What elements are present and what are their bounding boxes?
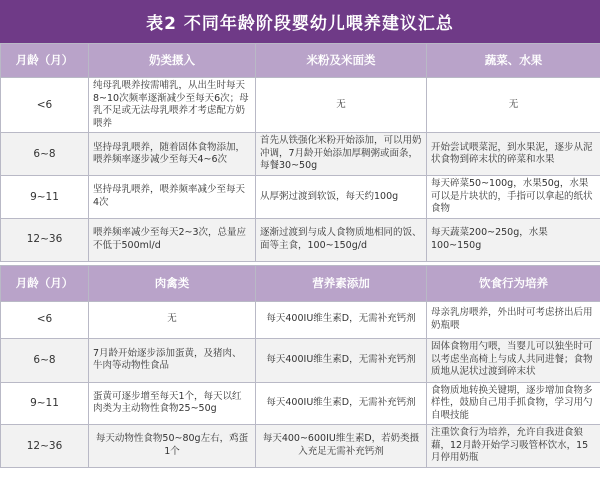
table-cell-nutrient: 每天400IU维生素D，无需补充钙剂	[256, 382, 427, 425]
header-nutrient: 营养素添加	[256, 265, 427, 301]
feeding-table-2	[0, 265, 600, 468]
table-cell-behavior: 固体食物用勺喂，当婴儿可以独坐时可以考虑坐高椅上与成人共同进餐；食物质地从泥状过渡到碎末状	[427, 338, 600, 382]
table-cell-veg-fruit: 每天碎菜50~100g，水果50g，水果可以是片块状的，手指可以拿起的纸状食物	[427, 176, 600, 219]
header-cereal: 米粉及米面类	[256, 44, 427, 78]
table-cell-veg-fruit: 每天蔬菜200~250g，水果100~150g	[427, 218, 600, 261]
table-cell-nutrient: 每天400~600IU维生素D，若奶类摄入充足无需补充钙剂	[256, 425, 427, 468]
table-cell-meat: 无	[89, 301, 256, 338]
header-veg-fruit: 蔬菜、水果	[427, 44, 600, 78]
header-age: 月龄（月）	[1, 44, 89, 78]
table-cell-milk: 坚持母乳喂养，随着固体食物添加，喂养频率逐步减少至每天4~6次	[89, 133, 256, 176]
table-cell-age: 12~36	[1, 218, 89, 261]
table-cell-cereal: 从厚粥过渡到软饭，每天约100g	[256, 176, 427, 219]
table-cell-meat: 每天动物性食物50~80g左右，鸡蛋1个	[89, 425, 256, 468]
table-cell-age: 6~8	[1, 133, 89, 176]
table-cell-cereal: 逐渐过渡到与成人食物质地相同的饭、面等主食，100~150g/d	[256, 218, 427, 261]
table-cell-cereal: 无	[256, 78, 427, 133]
page-title: 表2 不同年龄阶段婴幼儿喂养建议汇总	[0, 0, 600, 43]
table-cell-age: 9~11	[1, 176, 89, 219]
table-cell-nutrient: 每天400IU维生素D，无需补充钙剂	[256, 338, 427, 382]
table-cell-age: 12~36	[1, 425, 89, 468]
table-cell-behavior: 食物质地转换关键期，逐步增加食物多样性，鼓励自己用手抓食物，学习用勺自喂技能	[427, 382, 600, 425]
table-cell-veg-fruit: 开始尝试喂菜泥，到水果泥，逐步从泥状食物到碎末状的碎菜和水果	[427, 133, 600, 176]
table-cell-behavior: 注重饮食行为培养，允许自我进食狼藉，12月龄开始学习吸管杯饮水，15月停用奶瓶	[427, 425, 600, 468]
table-cell-age: <6	[1, 78, 89, 133]
table-cell-age: 9~11	[1, 382, 89, 425]
table-cell-meat: 7月龄开始逐步添加蛋黄，及猪肉、牛肉等动物性食品	[89, 338, 256, 382]
table-cell-cereal: 首先从铁强化米粉开始添加，可以用奶冲调，7月龄开始添加厚稠粥或面条，每餐30~50g	[256, 133, 427, 176]
table-cell-age: 6~8	[1, 338, 89, 382]
header-behavior: 饮食行为培养	[427, 265, 600, 301]
header-milk: 奶类摄入	[89, 44, 256, 78]
table-cell-age: <6	[1, 301, 89, 338]
table-cell-milk: 纯母乳喂养按需哺乳，从出生时每天8~10次频率逐渐减少至每天6次；母乳不足或无法母乳喂养才考虑配方奶喂养	[89, 78, 256, 133]
feeding-table-1	[0, 43, 600, 262]
table-cell-veg-fruit: 无	[427, 78, 600, 133]
table-cell-nutrient: 每天400IU维生素D，无需补充钙剂	[256, 301, 427, 338]
table-cell-meat: 蛋黄可逐步增至每天1个，每天以红肉类为主动物性食物25~50g	[89, 382, 256, 425]
header-meat: 肉禽类	[89, 265, 256, 301]
table-cell-milk: 坚持母乳喂养，喂养频率减少至每天4次	[89, 176, 256, 219]
header-age: 月龄（月）	[1, 265, 89, 301]
table-cell-milk: 喂养频率减少至每天2~3次，总量应不低于500ml/d	[89, 218, 256, 261]
table-cell-behavior: 母亲乳房喂养，外出时可考虑挤出后用奶瓶喂	[427, 301, 600, 338]
